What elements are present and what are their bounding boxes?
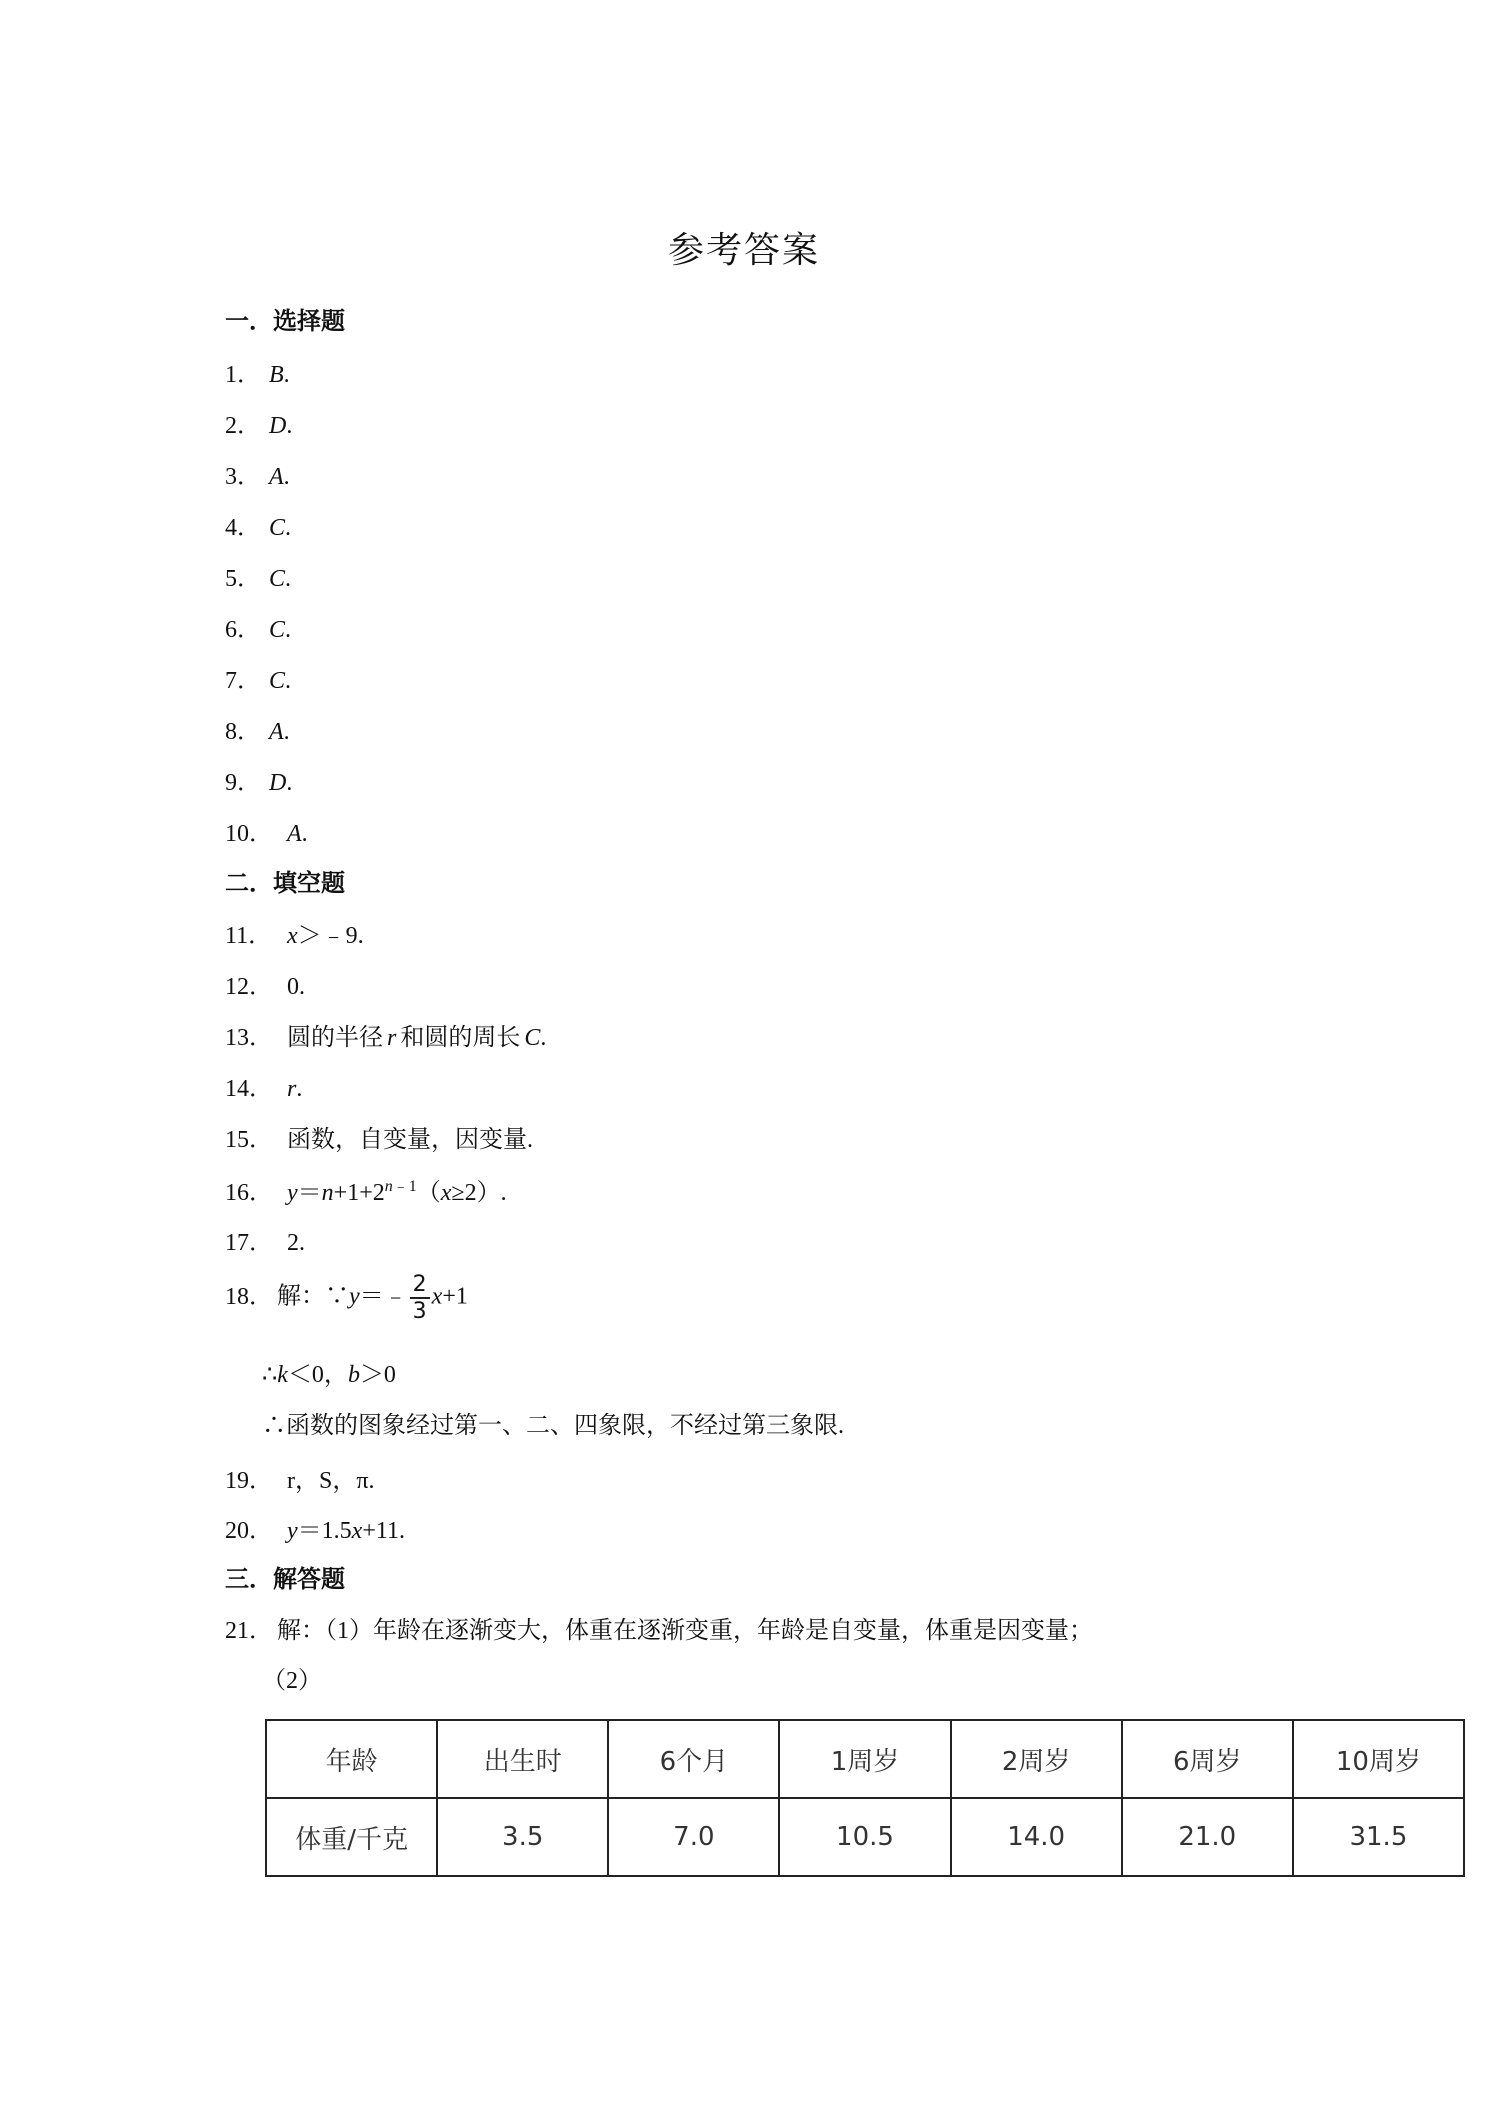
table-cell: 2周岁 (951, 1720, 1122, 1798)
question-number: 11． (225, 923, 273, 949)
answer-period: . (285, 668, 292, 694)
answer-letter: D (269, 770, 287, 796)
inequality-text: ＜0， (287, 1362, 348, 1388)
therefore-sign: ∴ (262, 1362, 278, 1388)
table-cell: 7.0 (608, 1798, 779, 1876)
question-number: 18． (225, 1283, 273, 1310)
exponent-rest: ﹣1 (392, 1178, 417, 1195)
variable-r: r (287, 1076, 297, 1102)
answer-letter: A (269, 719, 284, 745)
fraction (410, 1272, 430, 1324)
solve-answer-21 (225, 1610, 1093, 1645)
table-cell: 31.5 (1293, 1798, 1464, 1876)
table-cell: 21.0 (1122, 1798, 1293, 1876)
choice-answer-4 (225, 507, 291, 542)
variable-y: y (287, 1518, 298, 1544)
question-number: 20． (225, 1518, 273, 1544)
fill-answer-11 (225, 915, 364, 950)
answer-letter: B (269, 362, 284, 388)
table-cell: 3.5 (437, 1798, 608, 1876)
question-number: 21． (225, 1618, 273, 1644)
age-weight-table (265, 1719, 1465, 1877)
choice-answer-3 (225, 456, 290, 491)
expression-tail: +1 (442, 1283, 468, 1310)
table-cell: 14.0 (951, 1798, 1122, 1876)
choice-answer-1 (225, 354, 290, 389)
fill-answer-19 (225, 1460, 374, 1495)
fill-answer-12 (225, 966, 305, 1001)
equals-minus: ＝﹣ (359, 1283, 408, 1310)
question-number: 8． (225, 719, 261, 745)
question-number: 12． (225, 974, 273, 1000)
answer-letter: C (269, 515, 286, 541)
equals-sign: ＝ (297, 1180, 322, 1206)
answer-letter: C (269, 617, 286, 643)
answer-text: 0. (287, 974, 305, 1000)
answer-text: r，S，π. (287, 1468, 375, 1494)
fill-answer-20 (225, 1510, 405, 1545)
answer-text: 函数，自变量，因变量. (287, 1127, 533, 1153)
answer-period: . (285, 566, 292, 592)
answer-period: . (285, 515, 292, 541)
fill-answer-13 (225, 1017, 546, 1052)
question-number: 6． (225, 617, 261, 643)
condition-text: ≥2）. (451, 1180, 507, 1206)
answer-period: . (540, 1025, 547, 1051)
question-number: 1． (225, 362, 261, 388)
fraction-denominator: 3 (410, 1297, 430, 1324)
question-number: 10． (225, 821, 273, 847)
page-title: 参考答案 (667, 230, 820, 270)
variable-k: k (277, 1362, 288, 1388)
question-number: 3． (225, 464, 261, 490)
table-cell: 10.5 (779, 1798, 950, 1876)
fill-answer-15 (225, 1119, 533, 1154)
question-number: 19． (225, 1468, 273, 1494)
solution-part-1: 解：（1）年龄在逐渐变大，体重在逐渐变重，年龄是自变量，体重是因变量； (277, 1618, 1093, 1644)
section-heading-fill: 二．填空题 (225, 869, 345, 897)
variable-b: b (347, 1362, 360, 1388)
choice-answer-7 (225, 660, 291, 695)
answer-text: ＞﹣9. (297, 923, 364, 949)
answer-letter: A (269, 464, 284, 490)
inequality-text: ＞0 (359, 1362, 396, 1388)
answer-letter: C (269, 668, 286, 694)
table-header-row (266, 1720, 1464, 1798)
answer-period: . (283, 464, 290, 490)
paren-open: （ (416, 1180, 441, 1206)
choice-answer-6 (225, 609, 291, 644)
choice-answer-10 (225, 813, 308, 848)
solution-18-line-2 (262, 1354, 396, 1389)
exponent-n: n (384, 1178, 393, 1195)
table-row (266, 1798, 1464, 1876)
expression-text: ＝1.5 (297, 1518, 352, 1544)
answer-period: . (301, 821, 308, 847)
section-heading-solve: 三．解答题 (225, 1565, 345, 1593)
table-cell: 1周岁 (779, 1720, 950, 1798)
answer-period: . (285, 617, 292, 643)
fill-answer-17 (225, 1222, 305, 1257)
choice-answer-9 (225, 762, 292, 797)
variable-y: y (349, 1283, 360, 1310)
question-number: 9． (225, 770, 261, 796)
answer-period: . (283, 719, 290, 745)
answer-letter: A (287, 821, 302, 847)
variable-n: n (321, 1180, 334, 1206)
variable-x: x (287, 923, 298, 949)
fill-answer-14 (225, 1068, 302, 1103)
choice-answer-2 (225, 405, 292, 440)
variable-x: x (431, 1283, 443, 1310)
variable-r: r (387, 1025, 397, 1051)
variable-x: x (440, 1180, 452, 1206)
table-cell: 6周岁 (1122, 1720, 1293, 1798)
choice-answer-8 (225, 711, 290, 746)
answer-text: 和圆的周长 (400, 1025, 521, 1051)
fill-answer-16 (225, 1172, 507, 1207)
question-number: 7． (225, 668, 261, 694)
answer-period: . (286, 413, 293, 439)
table-cell: 出生时 (437, 1720, 608, 1798)
table-cell: 年龄 (266, 1720, 437, 1798)
solution-lead: 解：∵ (277, 1283, 349, 1310)
question-number: 16． (225, 1180, 273, 1206)
section-heading-choice: 一．选择题 (225, 307, 345, 335)
solution-18-line-3: ∴函数的图象经过第一、二、四象限，不经过第三象限. (262, 1413, 844, 1439)
question-number: 14． (225, 1076, 273, 1102)
variable-x: x (351, 1518, 363, 1544)
choice-answer-5 (225, 558, 291, 593)
table-cell: 10周岁 (1293, 1720, 1464, 1798)
answer-period: . (296, 1076, 303, 1102)
expression-text: +1+2 (333, 1180, 385, 1206)
answer-period: . (286, 770, 293, 796)
question-number: 4． (225, 515, 261, 541)
answer-letter: C (269, 566, 286, 592)
question-number: 13． (225, 1025, 273, 1051)
answer-text: 圆的半径 (287, 1025, 383, 1051)
fraction-numerator: 2 (412, 1272, 427, 1297)
solution-part-2-label: （2） (262, 1668, 322, 1694)
question-number: 5． (225, 566, 261, 592)
answer-text: 2. (287, 1230, 305, 1256)
question-number: 15． (225, 1127, 273, 1153)
variable-c: C (524, 1025, 541, 1051)
table-cell: 体重/千克 (266, 1798, 437, 1876)
expression-tail: +11. (362, 1518, 405, 1544)
question-number: 17． (225, 1230, 273, 1256)
answer-period: . (283, 362, 290, 388)
variable-y: y (287, 1180, 298, 1206)
answer-letter: D (269, 413, 287, 439)
fill-answer-18 (225, 1272, 468, 1324)
table-cell: 6个月 (608, 1720, 779, 1798)
question-number: 2． (225, 413, 261, 439)
